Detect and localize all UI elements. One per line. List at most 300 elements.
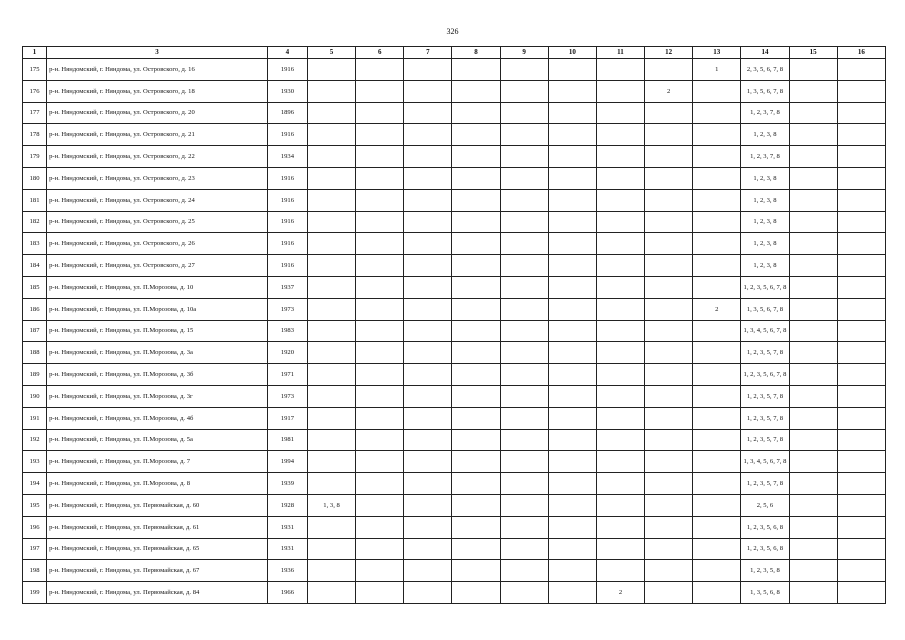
table-row — [23, 211, 886, 233]
table-row — [23, 124, 886, 146]
col10-cell — [548, 451, 596, 473]
col13-cell — [693, 429, 741, 451]
column-header: 14 — [741, 47, 789, 59]
address-cell: р-н. Няндомский, г. Няндома, ул. Островского, д. 20 — [47, 102, 268, 124]
col7-cell — [404, 516, 452, 538]
col13-cell — [693, 80, 741, 102]
col5-cell — [307, 146, 355, 168]
col6-cell — [356, 473, 404, 495]
row-number-cell: 177 — [23, 102, 47, 124]
table-row — [23, 560, 886, 582]
col11-cell — [596, 429, 644, 451]
col12-cell — [645, 59, 693, 81]
column-header: 11 — [596, 47, 644, 59]
table-row — [23, 494, 886, 516]
col7-cell — [404, 146, 452, 168]
year-cell: 1966 — [267, 582, 307, 604]
col13-cell — [693, 516, 741, 538]
col11-cell — [596, 538, 644, 560]
year-cell: 1981 — [267, 429, 307, 451]
col8-cell — [452, 80, 500, 102]
table-row — [23, 320, 886, 342]
column-header: 13 — [693, 47, 741, 59]
col14-cell: 1, 3, 5, 6, 7, 8 — [741, 298, 789, 320]
col9-cell — [500, 124, 548, 146]
col14-cell: 1, 2, 3, 7, 8 — [741, 102, 789, 124]
year-cell: 1916 — [267, 189, 307, 211]
col8-cell — [452, 516, 500, 538]
col13-cell — [693, 451, 741, 473]
col8-cell — [452, 211, 500, 233]
col8-cell — [452, 146, 500, 168]
col8-cell — [452, 560, 500, 582]
table-row — [23, 364, 886, 386]
table-row — [23, 102, 886, 124]
col11-cell — [596, 451, 644, 473]
row-number-cell: 197 — [23, 538, 47, 560]
col8-cell — [452, 233, 500, 255]
col15-cell — [789, 211, 837, 233]
year-cell: 1931 — [267, 516, 307, 538]
table-row — [23, 146, 886, 168]
col7-cell — [404, 102, 452, 124]
col14-cell: 1, 2, 3, 5, 6, 7, 8 — [741, 276, 789, 298]
col9-cell — [500, 233, 548, 255]
col10-cell — [548, 494, 596, 516]
col7-cell — [404, 429, 452, 451]
address-cell: р-н. Няндомский, г. Няндома, ул. П.Морозова, д. 8 — [47, 473, 268, 495]
address-cell: р-н. Няндомский, г. Няндома, ул. Островского, д. 23 — [47, 167, 268, 189]
year-cell: 1939 — [267, 473, 307, 495]
col10-cell — [548, 473, 596, 495]
col12-cell — [645, 167, 693, 189]
col13-cell — [693, 102, 741, 124]
year-cell: 1936 — [267, 560, 307, 582]
table-row — [23, 255, 886, 277]
col12-cell — [645, 385, 693, 407]
col11-cell — [596, 516, 644, 538]
col7-cell — [404, 560, 452, 582]
col15-cell — [789, 560, 837, 582]
col13-cell — [693, 364, 741, 386]
row-number-cell: 182 — [23, 211, 47, 233]
col6-cell — [356, 167, 404, 189]
col7-cell — [404, 233, 452, 255]
col11-cell — [596, 473, 644, 495]
col8-cell — [452, 407, 500, 429]
col14-cell: 1, 2, 3, 8 — [741, 124, 789, 146]
col11-cell — [596, 211, 644, 233]
table-row — [23, 189, 886, 211]
col11-cell — [596, 189, 644, 211]
col12-cell — [645, 451, 693, 473]
col11-cell — [596, 320, 644, 342]
row-number-cell: 181 — [23, 189, 47, 211]
column-header: 7 — [404, 47, 452, 59]
col16-cell — [837, 473, 885, 495]
col14-cell: 1, 2, 3, 5, 8 — [741, 560, 789, 582]
col10-cell — [548, 233, 596, 255]
col5-cell — [307, 59, 355, 81]
row-number-cell: 189 — [23, 364, 47, 386]
col10-cell — [548, 560, 596, 582]
col7-cell — [404, 320, 452, 342]
col5-cell — [307, 255, 355, 277]
year-cell: 1973 — [267, 385, 307, 407]
col15-cell — [789, 167, 837, 189]
col9-cell — [500, 473, 548, 495]
address-cell: р-н. Няндомский, г. Няндома, ул. Островского, д. 24 — [47, 189, 268, 211]
column-header: 1 — [23, 47, 47, 59]
col6-cell — [356, 276, 404, 298]
col9-cell — [500, 59, 548, 81]
col12-cell — [645, 516, 693, 538]
col9-cell — [500, 189, 548, 211]
table-row — [23, 451, 886, 473]
col12-cell — [645, 124, 693, 146]
row-number-cell: 199 — [23, 582, 47, 604]
table-row — [23, 582, 886, 604]
col6-cell — [356, 59, 404, 81]
col7-cell — [404, 211, 452, 233]
col7-cell — [404, 124, 452, 146]
col5-cell — [307, 124, 355, 146]
col11-cell — [596, 167, 644, 189]
table-row — [23, 167, 886, 189]
col9-cell — [500, 211, 548, 233]
col6-cell — [356, 407, 404, 429]
table-row — [23, 473, 886, 495]
col15-cell — [789, 124, 837, 146]
col6-cell — [356, 451, 404, 473]
col11-cell: 2 — [596, 582, 644, 604]
col9-cell — [500, 429, 548, 451]
year-cell: 1896 — [267, 102, 307, 124]
col9-cell — [500, 276, 548, 298]
col16-cell — [837, 407, 885, 429]
address-cell: р-н. Няндомский, г. Няндома, ул. П.Морозова, д. 3б — [47, 364, 268, 386]
col16-cell — [837, 233, 885, 255]
col15-cell — [789, 276, 837, 298]
table-row — [23, 298, 886, 320]
col6-cell — [356, 211, 404, 233]
col15-cell — [789, 233, 837, 255]
row-number-cell: 188 — [23, 342, 47, 364]
address-cell: р-н. Няндомский, г. Няндома, ул. Островского, д. 27 — [47, 255, 268, 277]
col12-cell — [645, 473, 693, 495]
col12-cell — [645, 429, 693, 451]
col5-cell — [307, 560, 355, 582]
col15-cell — [789, 538, 837, 560]
table-row — [23, 538, 886, 560]
col5-cell: 1, 3, 8 — [307, 494, 355, 516]
column-header: 4 — [267, 47, 307, 59]
col16-cell — [837, 385, 885, 407]
col16-cell — [837, 538, 885, 560]
col5-cell — [307, 167, 355, 189]
table-row — [23, 342, 886, 364]
row-number-cell: 183 — [23, 233, 47, 255]
col12-cell — [645, 582, 693, 604]
address-cell: р-н. Няндомский, г. Няндома, ул. Островского, д. 18 — [47, 80, 268, 102]
col14-cell: 1, 3, 4, 5, 6, 7, 8 — [741, 320, 789, 342]
col13-cell — [693, 582, 741, 604]
year-cell: 1930 — [267, 80, 307, 102]
col16-cell — [837, 516, 885, 538]
row-number-cell: 193 — [23, 451, 47, 473]
col6-cell — [356, 124, 404, 146]
col15-cell — [789, 385, 837, 407]
col10-cell — [548, 80, 596, 102]
housing-register-table — [22, 46, 886, 604]
col5-cell — [307, 211, 355, 233]
col7-cell — [404, 494, 452, 516]
col16-cell — [837, 102, 885, 124]
col13-cell — [693, 320, 741, 342]
col11-cell — [596, 124, 644, 146]
col14-cell: 1, 2, 3, 8 — [741, 211, 789, 233]
year-cell: 1973 — [267, 298, 307, 320]
col9-cell — [500, 385, 548, 407]
table-row — [23, 233, 886, 255]
col11-cell — [596, 560, 644, 582]
col14-cell: 1, 3, 4, 5, 6, 7, 8 — [741, 451, 789, 473]
col6-cell — [356, 80, 404, 102]
year-cell: 1916 — [267, 167, 307, 189]
col9-cell — [500, 342, 548, 364]
col10-cell — [548, 167, 596, 189]
col16-cell — [837, 124, 885, 146]
address-cell: р-н. Няндомский, г. Няндома, ул. П.Морозова, д. 7 — [47, 451, 268, 473]
address-cell: р-н. Няндомский, г. Няндома, ул. Первомайская, д. 67 — [47, 560, 268, 582]
col6-cell — [356, 560, 404, 582]
address-cell: р-н. Няндомский, г. Няндома, ул. Островского, д. 16 — [47, 59, 268, 81]
row-number-cell: 195 — [23, 494, 47, 516]
col14-cell: 1, 2, 3, 5, 7, 8 — [741, 429, 789, 451]
col13-cell — [693, 473, 741, 495]
column-header: 3 — [47, 47, 268, 59]
col9-cell — [500, 582, 548, 604]
col10-cell — [548, 59, 596, 81]
col10-cell — [548, 276, 596, 298]
col16-cell — [837, 59, 885, 81]
col15-cell — [789, 102, 837, 124]
col12-cell — [645, 233, 693, 255]
col14-cell: 1, 2, 3, 8 — [741, 189, 789, 211]
col14-cell: 1, 2, 3, 5, 6, 8 — [741, 516, 789, 538]
table-body — [23, 59, 886, 604]
col5-cell — [307, 276, 355, 298]
col11-cell — [596, 276, 644, 298]
col11-cell — [596, 407, 644, 429]
col8-cell — [452, 342, 500, 364]
col13-cell — [693, 342, 741, 364]
table-row — [23, 516, 886, 538]
row-number-cell: 178 — [23, 124, 47, 146]
col14-cell: 1, 2, 3, 5, 7, 8 — [741, 407, 789, 429]
col10-cell — [548, 385, 596, 407]
year-cell: 1971 — [267, 364, 307, 386]
col6-cell — [356, 582, 404, 604]
col16-cell — [837, 276, 885, 298]
row-number-cell: 185 — [23, 276, 47, 298]
col7-cell — [404, 582, 452, 604]
year-cell: 1916 — [267, 233, 307, 255]
col8-cell — [452, 364, 500, 386]
col6-cell — [356, 364, 404, 386]
column-header: 12 — [645, 47, 693, 59]
col14-cell: 2, 5, 6 — [741, 494, 789, 516]
col15-cell — [789, 146, 837, 168]
year-cell: 1994 — [267, 451, 307, 473]
col5-cell — [307, 582, 355, 604]
col9-cell — [500, 364, 548, 386]
col8-cell — [452, 494, 500, 516]
col16-cell — [837, 429, 885, 451]
col10-cell — [548, 320, 596, 342]
col13-cell — [693, 494, 741, 516]
col13-cell — [693, 167, 741, 189]
col16-cell — [837, 211, 885, 233]
address-cell: р-н. Няндомский, г. Няндома, ул. Островского, д. 25 — [47, 211, 268, 233]
year-cell: 1934 — [267, 146, 307, 168]
col12-cell — [645, 320, 693, 342]
col15-cell — [789, 451, 837, 473]
col12-cell — [645, 189, 693, 211]
row-number-cell: 184 — [23, 255, 47, 277]
col13-cell: 1 — [693, 59, 741, 81]
col12-cell — [645, 538, 693, 560]
col15-cell — [789, 582, 837, 604]
col13-cell — [693, 276, 741, 298]
table-row — [23, 385, 886, 407]
col11-cell — [596, 102, 644, 124]
col5-cell — [307, 429, 355, 451]
col6-cell — [356, 233, 404, 255]
col5-cell — [307, 80, 355, 102]
column-header: 9 — [500, 47, 548, 59]
col6-cell — [356, 385, 404, 407]
col16-cell — [837, 167, 885, 189]
col15-cell — [789, 516, 837, 538]
col12-cell: 2 — [645, 80, 693, 102]
col9-cell — [500, 451, 548, 473]
col6-cell — [356, 255, 404, 277]
year-cell: 1917 — [267, 407, 307, 429]
col14-cell: 1, 2, 3, 5, 6, 8 — [741, 538, 789, 560]
col13-cell — [693, 407, 741, 429]
col16-cell — [837, 189, 885, 211]
col13-cell — [693, 189, 741, 211]
address-cell: р-н. Няндомский, г. Няндома, ул. П.Морозова, д. 3а — [47, 342, 268, 364]
col16-cell — [837, 146, 885, 168]
row-number-cell: 186 — [23, 298, 47, 320]
col8-cell — [452, 124, 500, 146]
column-header: 8 — [452, 47, 500, 59]
col8-cell — [452, 582, 500, 604]
col16-cell — [837, 255, 885, 277]
year-cell: 1916 — [267, 59, 307, 81]
col5-cell — [307, 189, 355, 211]
col15-cell — [789, 298, 837, 320]
col9-cell — [500, 538, 548, 560]
col15-cell — [789, 255, 837, 277]
col12-cell — [645, 276, 693, 298]
col15-cell — [789, 364, 837, 386]
col11-cell — [596, 233, 644, 255]
table-row — [23, 276, 886, 298]
row-number-cell: 187 — [23, 320, 47, 342]
col11-cell — [596, 298, 644, 320]
col10-cell — [548, 146, 596, 168]
col10-cell — [548, 102, 596, 124]
col7-cell — [404, 407, 452, 429]
col10-cell — [548, 342, 596, 364]
col6-cell — [356, 298, 404, 320]
col7-cell — [404, 255, 452, 277]
col9-cell — [500, 298, 548, 320]
address-cell: р-н. Няндомский, г. Няндома, ул. П.Морозова, д. 4б — [47, 407, 268, 429]
col13-cell — [693, 233, 741, 255]
col9-cell — [500, 516, 548, 538]
col6-cell — [356, 146, 404, 168]
col11-cell — [596, 494, 644, 516]
col14-cell: 1, 3, 5, 6, 7, 8 — [741, 80, 789, 102]
year-cell: 1920 — [267, 342, 307, 364]
col5-cell — [307, 516, 355, 538]
col6-cell — [356, 516, 404, 538]
year-cell: 1983 — [267, 320, 307, 342]
table-row — [23, 59, 886, 81]
col9-cell — [500, 102, 548, 124]
col8-cell — [452, 298, 500, 320]
col5-cell — [307, 451, 355, 473]
col6-cell — [356, 320, 404, 342]
col10-cell — [548, 364, 596, 386]
col15-cell — [789, 342, 837, 364]
col15-cell — [789, 189, 837, 211]
col14-cell: 1, 2, 3, 5, 7, 8 — [741, 342, 789, 364]
col7-cell — [404, 298, 452, 320]
col7-cell — [404, 538, 452, 560]
year-cell: 1916 — [267, 124, 307, 146]
address-cell: р-н. Няндомский, г. Няндома, ул. Островского, д. 22 — [47, 146, 268, 168]
address-cell: р-н. Няндомский, г. Няндома, ул. Первомайская, д. 61 — [47, 516, 268, 538]
row-number-cell: 192 — [23, 429, 47, 451]
col14-cell: 1, 2, 3, 5, 7, 8 — [741, 473, 789, 495]
col10-cell — [548, 298, 596, 320]
col13-cell — [693, 211, 741, 233]
address-cell: р-н. Няндомский, г. Няндома, ул. Островского, д. 21 — [47, 124, 268, 146]
col9-cell — [500, 255, 548, 277]
col9-cell — [500, 494, 548, 516]
address-cell: р-н. Няндомский, г. Няндома, ул. П.Морозова, д. 10а — [47, 298, 268, 320]
col8-cell — [452, 320, 500, 342]
row-number-cell: 196 — [23, 516, 47, 538]
col13-cell — [693, 255, 741, 277]
col8-cell — [452, 451, 500, 473]
col6-cell — [356, 342, 404, 364]
address-cell: р-н. Няндомский, г. Няндома, ул. П.Морозова, д. 3г — [47, 385, 268, 407]
year-cell: 1916 — [267, 255, 307, 277]
col9-cell — [500, 146, 548, 168]
col12-cell — [645, 407, 693, 429]
col7-cell — [404, 342, 452, 364]
year-cell: 1916 — [267, 211, 307, 233]
col8-cell — [452, 473, 500, 495]
col7-cell — [404, 451, 452, 473]
col7-cell — [404, 167, 452, 189]
